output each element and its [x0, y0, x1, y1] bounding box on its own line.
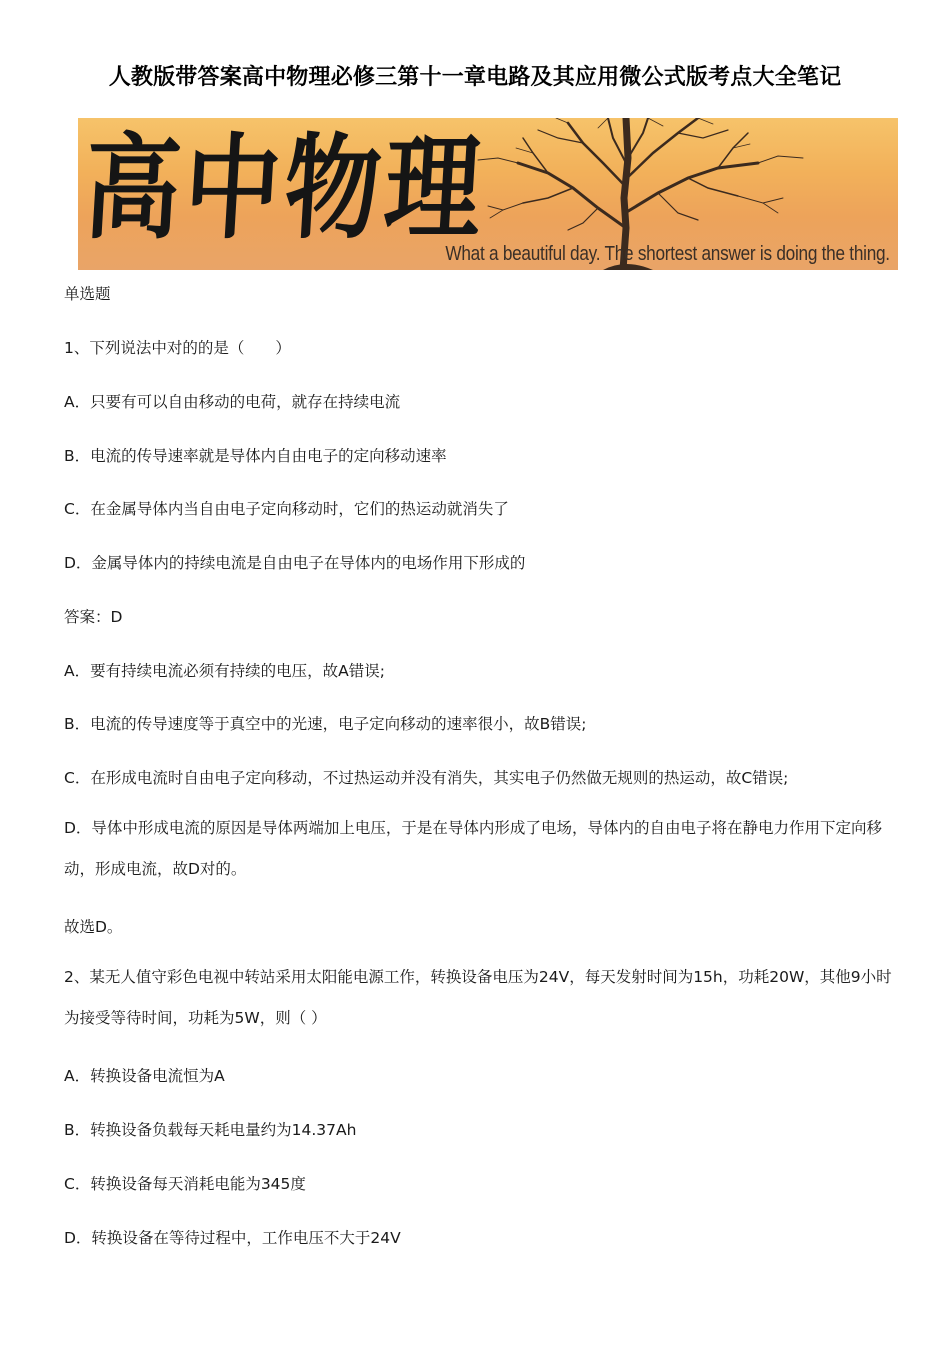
question-1-stem: 1、下列说法中对的的是（ ） [64, 339, 291, 357]
question-1-explanation-c: C．在形成电流时自由电子定向移动，不过热运动并没有消失，其实电子仍然做无规则的热运动，故C错误; [64, 769, 789, 787]
question-2-option-c: C．转换设备每天消耗电能为345度 [64, 1175, 306, 1193]
question-2-stem: 2、某无人值守彩色电视中转站采用太阳能电源工作，转换设备电压为24V，每天发射时间为15h，功耗20W，其他9小时为接受等待时间，功耗为5W，则（ ） [64, 968, 892, 1027]
question-1-option-a: A．只要有可以自由移动的电荷，就存在持续电流 [64, 393, 401, 411]
banner-title: 高中物理 [80, 121, 489, 255]
question-1-option-c: C．在金属导体内当自由电子定向移动时，它们的热运动就消失了 [64, 500, 509, 518]
question-1-conclusion: 故选D。 [64, 918, 123, 936]
question-2-option-a: A．转换设备电流恒为A [64, 1067, 225, 1085]
question-1-option-d: D．金属导体内的持续电流是自由电子在导体内的电场作用下形成的 [64, 554, 526, 572]
banner-slogan: What a beautiful day. The shortest answer is doing the thing. [445, 243, 890, 265]
question-1-explanation-b: B．电流的传导速度等于真空中的光速，电子定向移动的速率很小，故B错误; [64, 715, 587, 733]
question-1-explanation-d: D．导体中形成电流的原因是导体两端加上电压，于是在导体内形成了电场，导体内的自由电子将在静电力作用下定向移动，形成电流，故D对的。 [64, 819, 882, 878]
question-1-option-b: B．电流的传导速率就是导体内自由电子的定向移动速率 [64, 447, 447, 465]
header-banner-image [78, 118, 898, 270]
document-title: 人教版带答案高中物理必修三第十一章电路及其应用微公式版考点大全笔记 [108, 65, 842, 90]
section-label: 单选题 [64, 285, 111, 303]
question-1-answer: 答案：D [64, 608, 123, 626]
question-2-option-b: B．转换设备负载每天耗电量约为14.37Ah [64, 1121, 357, 1139]
question-2-option-d: D．转换设备在等待过程中，工作电压不大于24V [64, 1229, 401, 1247]
question-1-explanation-a: A．要有持续电流必须有持续的电压，故A错误; [64, 662, 385, 680]
